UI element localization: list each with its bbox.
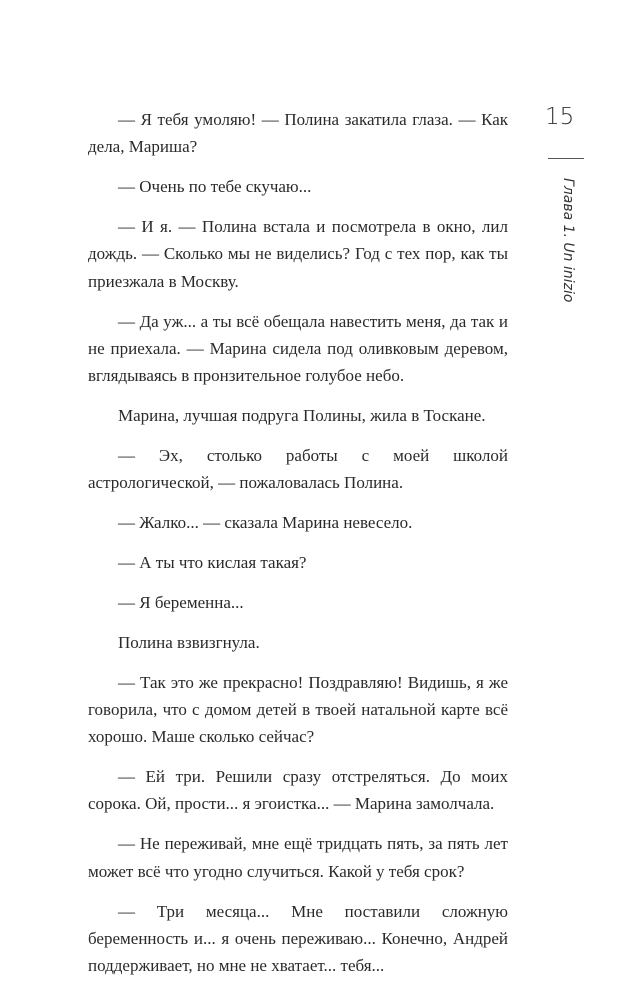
paragraph: — Три месяца... Мне поставили сложную беременность и... я очень переживаю... Конечно, Андрей поддерживает, но мне не хватает... тебя... — [88, 901, 508, 976]
paragraph: Марина, лучшая подруга Полины, жила в Тоскане. — [118, 406, 486, 426]
chapter-title: Глава 1. Un inizio — [560, 178, 576, 303]
paragraph: — И я. — Полина встала и посмотрела в окно, лил дождь. — Сколько мы не виделись? Год с тех пор, как ты приезжала в Москву. — [88, 217, 508, 291]
paragraph: — Эх, столько работы с моей школой астрологической, — пожаловалась Полина. — [88, 445, 508, 493]
paragraph: — Не переживай, мне ещё тридцать пять, за пять лет может всё что угодно случиться. Какой у тебя срок? — [88, 834, 508, 881]
paragraph: — Жалко... — сказала Марина невесело. — [118, 513, 413, 533]
page-number: 15 — [545, 104, 575, 130]
chapter-divider — [548, 158, 584, 159]
paragraph: — А ты что кислая такая? — [118, 553, 307, 573]
body-text — [88, 106, 508, 992]
paragraph: — Ей три. Решили сразу отстреляться. До моих сорока. Ой, прости... я эгоистка... — Марина замолчала. — [88, 767, 508, 814]
paragraph: — Да уж... а ты всё обещала навестить меня, да так и не приехала. — Марина сидела под оливковым деревом, вглядываясь в пронзительное голубое небо. — [88, 311, 508, 386]
paragraph: Полина взвизгнула. — [118, 632, 260, 652]
paragraph: — Очень по тебе скучаю... — [118, 177, 312, 197]
paragraph: — Я беременна... — [118, 592, 244, 612]
paragraph: — Я тебя умоляю! — Полина закатила глаза. — Как дела, Мариша? — [88, 110, 508, 157]
paragraph: — Так это же прекрасно! Поздравляю! Видишь, я же говорила, что с домом детей в твоей натальной карте всё хорошо. Маше сколько сейчас? — [88, 672, 508, 747]
